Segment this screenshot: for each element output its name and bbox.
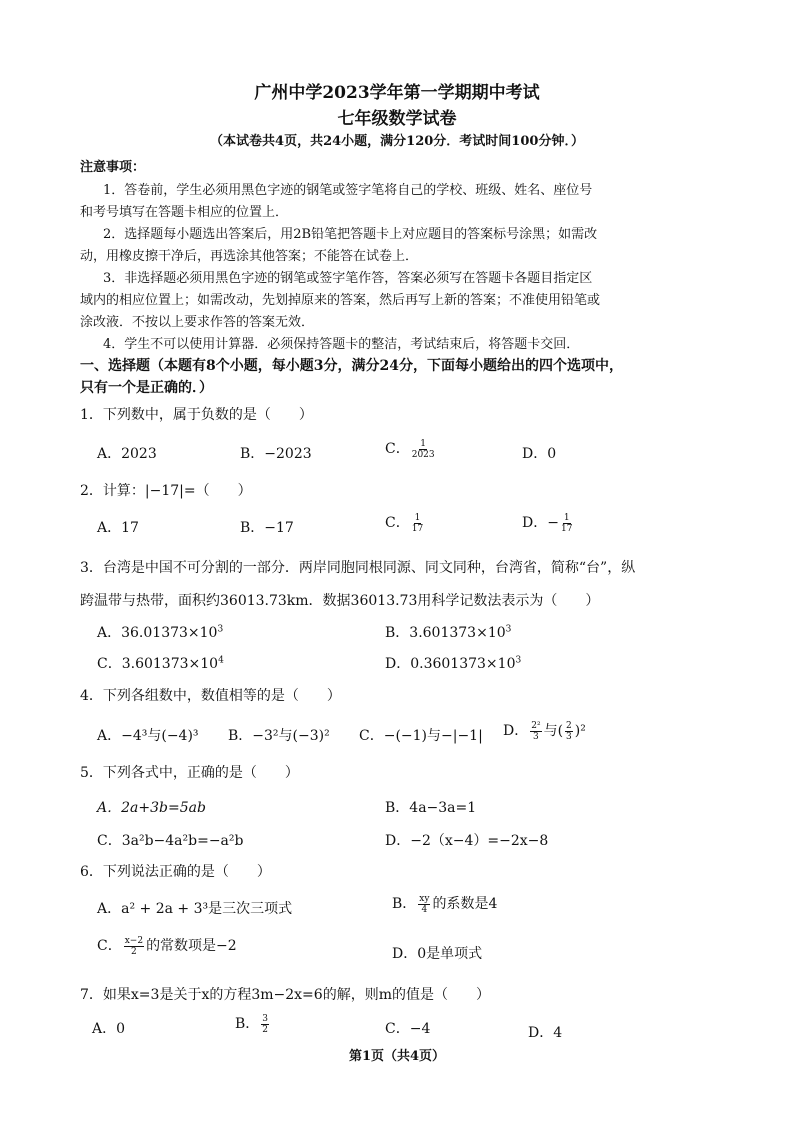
option-c: C． $\frac{x-2}{2}$ 的常数项是−2: [97, 935, 237, 957]
notice-line: 3．非选择题必须用黑色字迹的钢笔或签字笔作答，答案必须写在答题卡各题目指定区: [103, 271, 593, 286]
question-stem: 跨温带与热带，面积约36013.73km．数据36013.73用科学记数法表示为（ ）: [80, 593, 600, 609]
option-d: D．0是单项式: [392, 946, 483, 962]
fraction: $\frac{xy}{4}$: [419, 893, 430, 915]
option-d: D． $\frac{\text{2²}}{3}$ 与( $\frac{2}{3}$ )²: [503, 720, 586, 742]
option-d: D．−2（x−4）=−2x−8: [385, 833, 549, 849]
option-b: B．$3.601373\times 10^3$: [385, 624, 512, 641]
section-heading: 只有一个是正确的．）: [80, 380, 213, 396]
question-stem: 6．下列说法正确的是（ ）: [80, 864, 271, 880]
option-b: B．−2023: [240, 446, 312, 462]
question-stem: 4．下列各组数中，数值相等的是（ ）: [80, 688, 341, 704]
option-c: C．$3.601373\times 10^4$: [97, 655, 224, 672]
notice-line: 2．选择题每小题选出答案后，用2B铅笔把答题卡上对应题目的答案标号涂黑；如需改: [103, 227, 598, 242]
option-c: C． $\frac{1}{2023}$: [385, 438, 435, 460]
section-heading: 一、选择题（本题有8个小题，每小题3分，满分24分，下面每小题给出的四个选项中，: [80, 358, 623, 374]
option-d: D．0: [522, 446, 557, 462]
exam-title: 广州中学2023学年第一学期期中考试: [254, 83, 540, 103]
option-b: B． $\frac{3}{2}$: [235, 1013, 269, 1035]
question-stem: 5．下列各式中，正确的是（ ）: [80, 765, 299, 781]
option-a: A．$36.01373\times 10^3$: [97, 624, 224, 641]
option-b: B．4a−3a=1: [385, 800, 477, 816]
fraction: $\frac{3}{2}$: [262, 1013, 269, 1035]
notice-line: 涂改液．不按以上要求作答的答案无效．: [80, 315, 315, 330]
fraction: $\frac{2}{3}$: [566, 720, 572, 742]
fraction: $\frac{1}{17}$: [411, 512, 424, 534]
fraction: $\frac{1}{2023}$: [411, 438, 435, 460]
option-b: B．−17: [240, 520, 294, 536]
option-d: D．$0.3601373\times 10^3$: [385, 655, 522, 672]
question-stem: 7．如果x=3是关于x的方程3m−2x=6的解，则m的值是（ ）: [80, 987, 490, 1003]
notice-heading: 注意事项：: [80, 160, 146, 175]
exam-subtitle: 七年级数学试卷: [337, 109, 457, 129]
notice-line: 4．学生不可以使用计算器．必须保持答题卡的整洁，考试结束后，将答题卡交回．: [103, 337, 580, 352]
fraction: $\frac{1}{17}$: [560, 512, 573, 534]
notice-line: 1．答卷前，学生必须用黑色字迹的钢笔或签字笔将自己的学校、班级、姓名、座位号: [103, 183, 593, 198]
option-a: A．17: [97, 520, 139, 536]
option-c: C．3a²b−4a²b=−a²b: [97, 833, 244, 849]
notice-line: 动，用橡皮擦干净后，再选涂其他答案；不能答在试卷上．: [80, 249, 419, 264]
notice-line: 和考号填写在答题卡相应的位置上．: [80, 205, 289, 220]
option-a: A．−4³与(−4)³: [97, 728, 199, 744]
option-a: A．2a+3b=5ab: [97, 800, 206, 816]
question-stem: 2．计算：|−17|=（ ）: [80, 483, 252, 499]
fraction: $\frac{\text{2²}}{3}$: [531, 720, 541, 742]
question-stem: 1．下列数中，属于负数的是（ ）: [80, 407, 313, 423]
option-b: B． $\frac{xy}{4}$ 的系数是4: [392, 893, 498, 915]
fraction: $\frac{x-2}{2}$: [124, 935, 144, 957]
exam-info: （本试卷共4页，共24小题，满分120分．考试时间100分钟．）: [210, 134, 584, 149]
option-a: A．2023: [97, 446, 157, 462]
option-d: D．4: [528, 1025, 563, 1041]
option-c: C．−(−1)与−|−1|: [359, 728, 483, 744]
notice-line: 域内的相应位置上；如需改动，先划掉原来的答案，然后再写上新的答案；不准使用铅笔或: [80, 293, 601, 308]
option-d: D．− $\frac{1}{17}$: [522, 512, 573, 534]
page-footer: 第1页（共4页）: [348, 1049, 446, 1064]
question-stem: 3．台湾是中国不可分割的一部分．两岸同胞同根同源、同文同种，台湾省，简称“台”，纵: [80, 560, 636, 576]
option-a: A．0: [92, 1021, 126, 1037]
option-b: B．−3²与(−3)²: [228, 728, 330, 744]
option-c: C．−4: [385, 1021, 431, 1037]
option-c: C． $\frac{1}{17}$: [385, 512, 424, 534]
option-a: A．a² + 2a + 3³是三次三项式: [97, 901, 293, 917]
